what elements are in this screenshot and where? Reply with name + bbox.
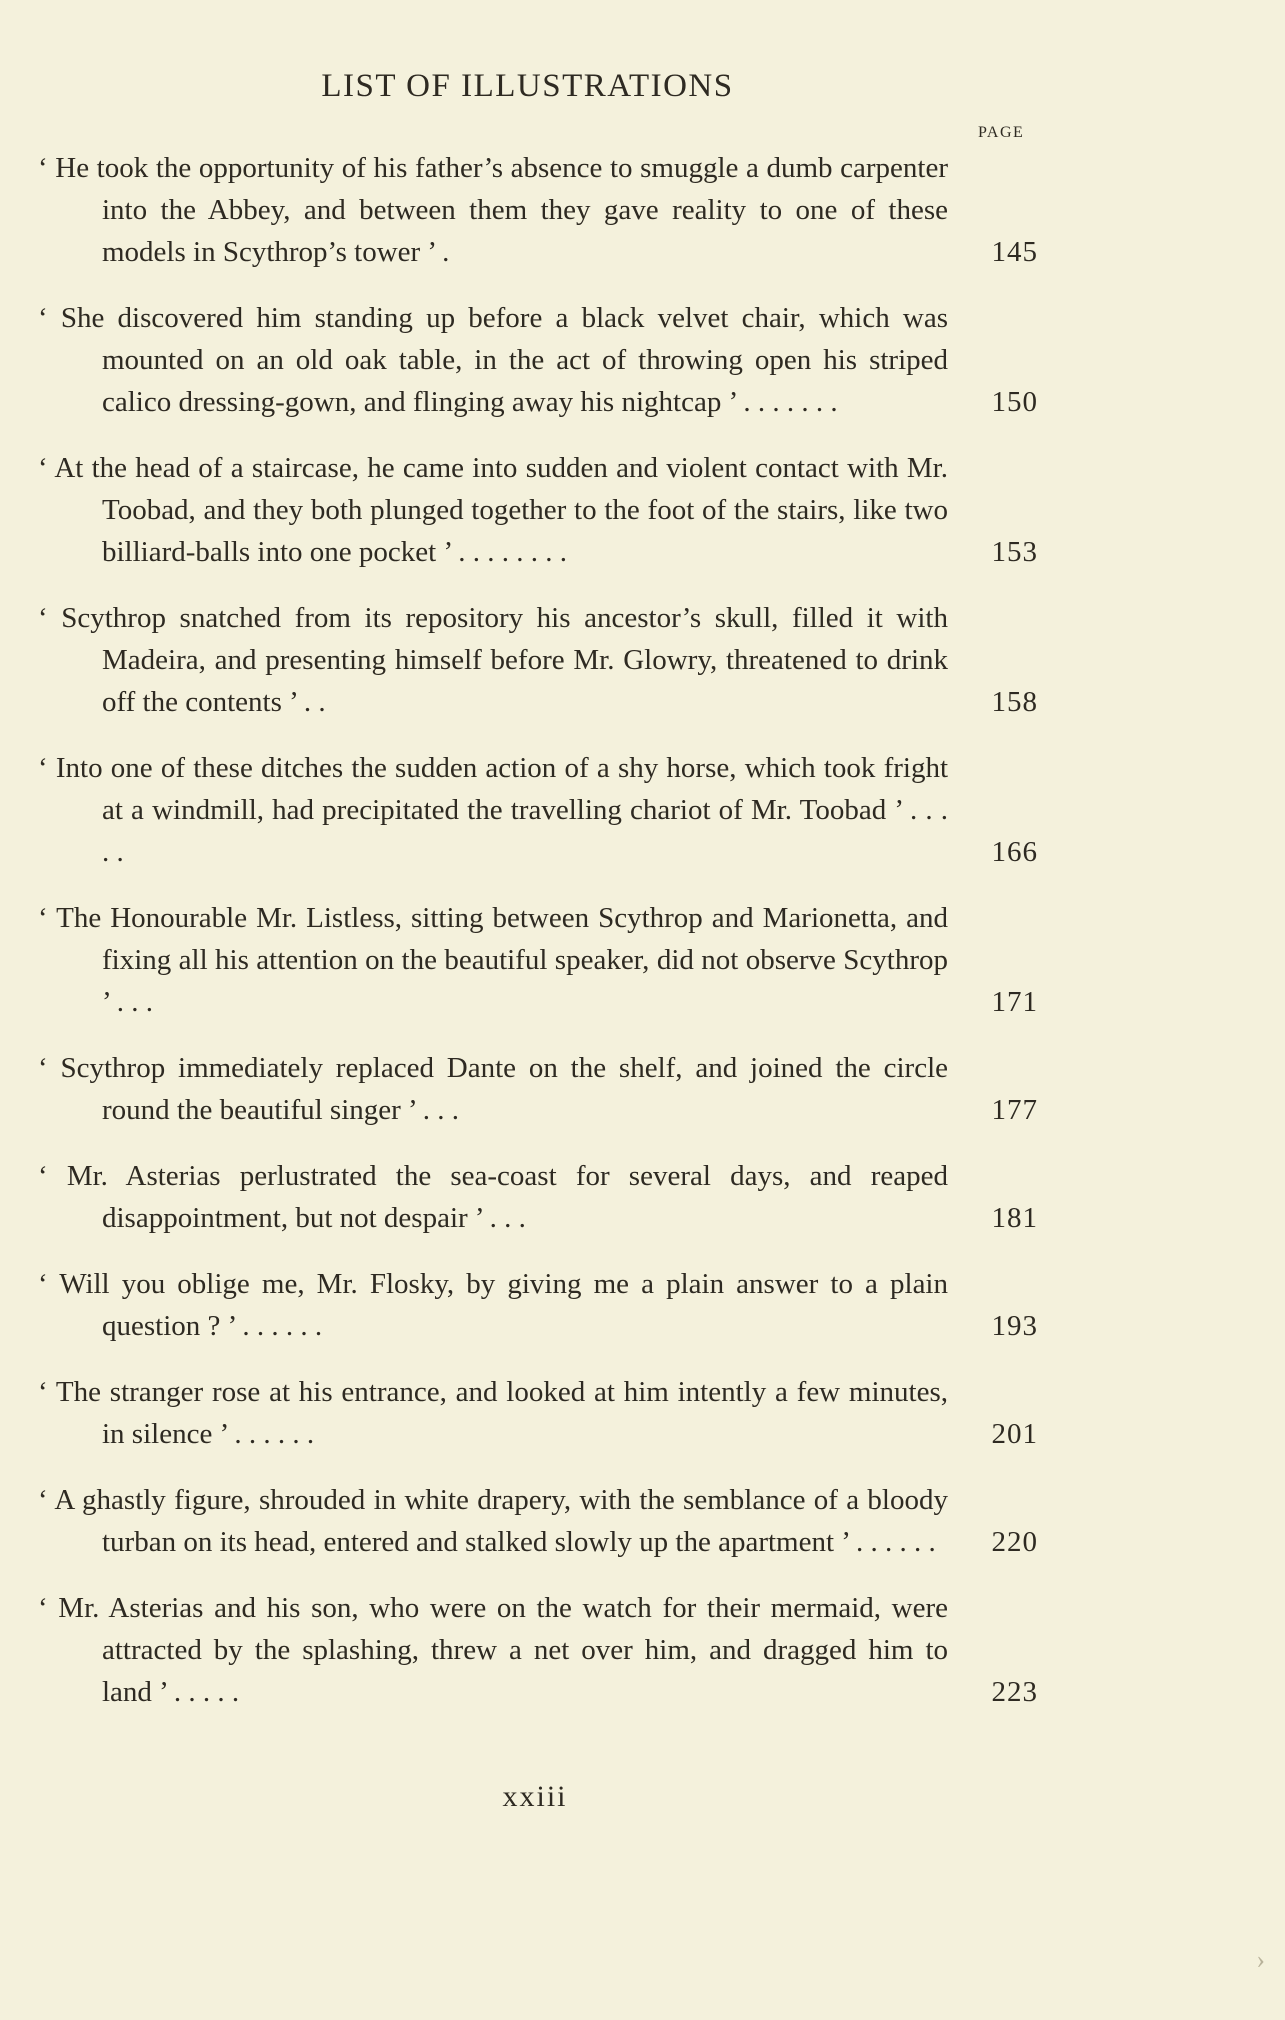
- running-head: LIST OF ILLUSTRATIONS: [321, 68, 734, 104]
- list-item: [38, 1479, 1038, 1563]
- illustration-caption: ‘ Into one of these ditches the sudden action of a shy horse, which took fright at a windmill, had precipitated the travelling chariot of Mr. Toobad ’ . . . . .: [38, 752, 948, 868]
- page-number: 220: [991, 1526, 1038, 1558]
- illustration-caption: ‘ Scythrop snatched from its repository his ancestor’s skull, filled it with Madeira, and presenting himself before Mr. Glowry, threatened to drink off the contents ’ . .: [38, 602, 948, 718]
- list-item: [38, 1587, 1038, 1713]
- illustrations-list: [38, 147, 1038, 1737]
- list-item: [38, 297, 1038, 423]
- page-number: 166: [991, 836, 1038, 868]
- page-folio: xxiii: [502, 1780, 568, 1813]
- illustration-caption: ‘ The stranger rose at his entrance, and looked at him intently a few minutes, in silence ’ . . . . . .: [38, 1376, 948, 1450]
- page-number: 181: [991, 1202, 1038, 1234]
- page-edge-mark: ›: [1256, 1945, 1265, 1974]
- page-number: 201: [991, 1418, 1038, 1450]
- page-column-label: PAGE: [978, 124, 1025, 141]
- list-item: [38, 1155, 1038, 1239]
- list-item: [38, 447, 1038, 573]
- page-number: 153: [991, 536, 1038, 568]
- illustration-caption: ‘ Scythrop immediately replaced Dante on the shelf, and joined the circle round the beautiful singer ’ . . .: [38, 1052, 948, 1126]
- list-item: [38, 747, 1038, 873]
- page-number: 177: [991, 1094, 1038, 1126]
- list-item: [38, 147, 1038, 273]
- illustration-caption: ‘ Will you oblige me, Mr. Flosky, by giving me a plain answer to a plain question ? ’ . . . . . .: [38, 1268, 948, 1342]
- page-number: 223: [991, 1676, 1038, 1708]
- page-number: 145: [991, 236, 1038, 268]
- list-item: [38, 597, 1038, 723]
- page-number: 150: [991, 386, 1038, 418]
- list-item: [38, 897, 1038, 1023]
- illustration-caption: ‘ At the head of a staircase, he came into sudden and violent contact with Mr. Toobad, and they both plunged together to the foot of the stairs, like two billiard-balls into one pocket ’ . . . . . . . .: [38, 452, 948, 568]
- illustration-caption: ‘ A ghastly figure, shrouded in white drapery, with the semblance of a bloody turban on its head, entered and stalked slowly up the apartment ’ . . . . . .: [38, 1484, 948, 1558]
- page-number: 171: [991, 986, 1038, 1018]
- illustration-caption: ‘ Mr. Asterias perlustrated the sea-coast for several days, and reaped disappointment, but not despair ’ . . .: [38, 1160, 948, 1234]
- list-item: [38, 1263, 1038, 1347]
- illustration-caption: ‘ The Honourable Mr. Listless, sitting between Scythrop and Marionetta, and fixing all his attention on the beautiful speaker, did not observe Scythrop ’ . . .: [38, 902, 948, 1018]
- illustration-caption: ‘ Mr. Asterias and his son, who were on the watch for their mermaid, were attracted by the splashing, threw a net over him, and dragged him to land ’ . . . . .: [38, 1592, 948, 1708]
- page-number: 193: [991, 1310, 1038, 1342]
- page-number: 158: [991, 686, 1038, 718]
- list-item: [38, 1047, 1038, 1131]
- illustration-caption: ‘ She discovered him standing up before a black velvet chair, which was mounted on an old oak table, in the act of throwing open his striped calico dressing-gown, and flinging away his nightcap ’ . . . . . . .: [38, 302, 948, 418]
- illustration-caption: ‘ He took the opportunity of his father’s absence to smuggle a dumb carpenter into the Abbey, and between them they gave reality to one of these models in Scythrop’s tower ’ .: [38, 152, 948, 268]
- list-item: [38, 1371, 1038, 1455]
